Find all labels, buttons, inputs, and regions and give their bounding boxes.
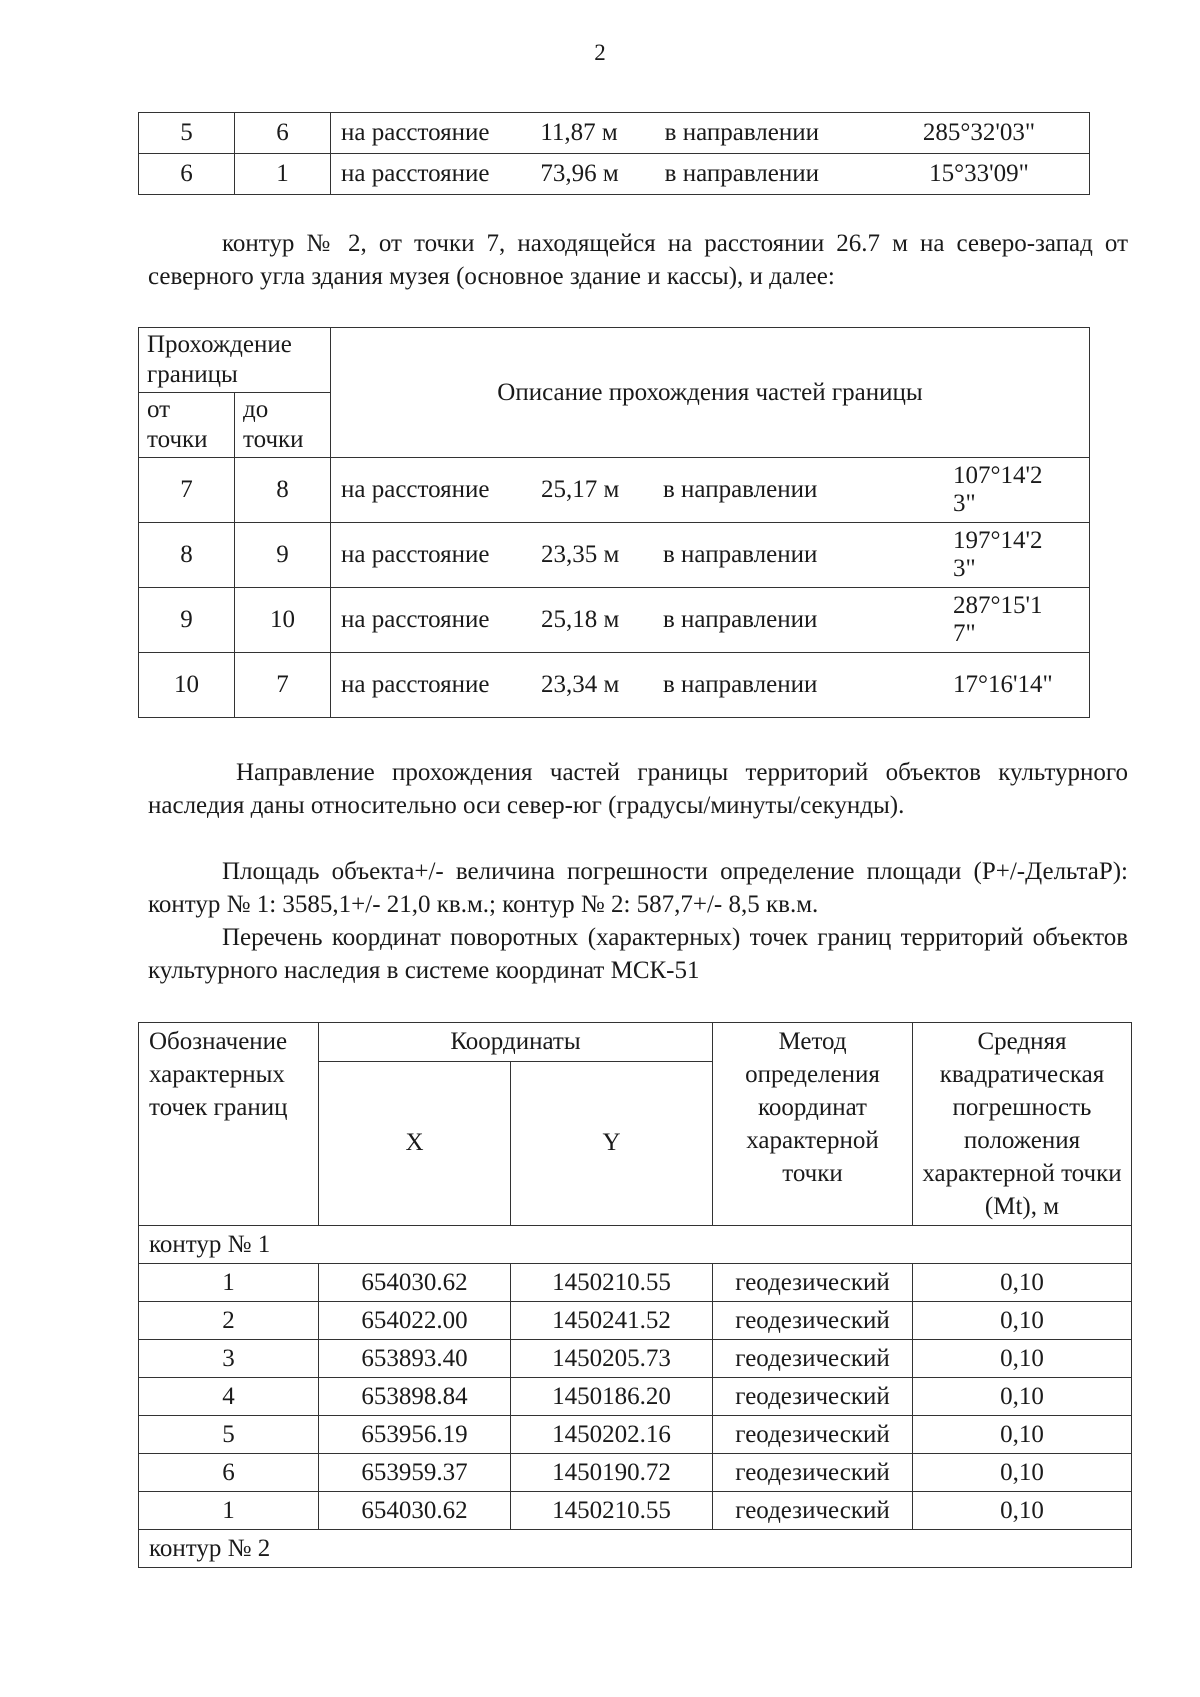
table-row [139, 588, 1090, 653]
segment-description [331, 588, 1090, 653]
point-id: 4 [139, 1378, 319, 1416]
direction-angle: 17°16'14" [953, 671, 1053, 698]
coord-y: 1450186.20 [511, 1378, 713, 1416]
coord-x: 653959.37 [319, 1454, 511, 1492]
coord-x: 654030.62 [319, 1492, 511, 1530]
coord-x: 653956.19 [319, 1416, 511, 1454]
header-error: Средняя квадратическая погрешность положения характерной точки (Mt), м [913, 1023, 1132, 1226]
coord-x: 654030.62 [319, 1264, 511, 1302]
distance-value: 23,34 м [541, 671, 620, 698]
table-row [139, 1492, 1132, 1530]
area-paragraph: Площадь объекта+/- величина погрешности определение площади (P+/-ДельтаР): контур № 1: 3585,1+/- 21,0 кв.м.; контур № 2: 587,7+/- 8,5 кв.м. [148, 858, 1128, 918]
from-point: 7 [139, 458, 235, 523]
coord-x: 653898.84 [319, 1378, 511, 1416]
boundary-table-contour1-end [138, 112, 1090, 195]
error: 0,10 [913, 1454, 1132, 1492]
distance-label: на расстояние [341, 119, 490, 146]
page-number: 2 [594, 40, 606, 65]
direction-angle: 285°32'03" [922, 119, 1036, 146]
distance-value: 23,35 м [541, 541, 620, 568]
direction-label: в направлении [664, 119, 820, 146]
to-point: 8 [235, 458, 331, 523]
distance-label: на расстояние [341, 671, 490, 698]
direction-label: в направлении [663, 541, 818, 568]
coord-y: 1450210.55 [511, 1264, 713, 1302]
header-point: Обозначение характерных точек границ [139, 1023, 319, 1226]
distance-label: на расстояние [341, 606, 490, 633]
coord-y: 1450241.52 [511, 1302, 713, 1340]
coord-y: 1450210.55 [511, 1492, 713, 1530]
method: геодезический [713, 1302, 913, 1340]
distance-label: на расстояние [341, 476, 490, 503]
to-point: 7 [235, 653, 331, 718]
header-coordinates: Координаты [319, 1023, 713, 1062]
header-from: от точки [139, 393, 235, 458]
contour1-label: контур № 1 [139, 1226, 1132, 1264]
header-x: X [319, 1061, 511, 1225]
header-to: до точки [235, 393, 331, 458]
method: геодезический [713, 1264, 913, 1302]
direction-angle: 197°14'23" [953, 527, 1043, 582]
from-point: 10 [139, 653, 235, 718]
from-point: 5 [139, 113, 235, 154]
header-method: Метод определения координат характерной точки [713, 1023, 913, 1226]
error: 0,10 [913, 1416, 1132, 1454]
table-row [139, 1378, 1132, 1416]
segment-description [331, 523, 1090, 588]
table-row [139, 653, 1090, 718]
header-passage: Прохождение границы [139, 328, 331, 393]
from-point: 9 [139, 588, 235, 653]
coord-y: 1450190.72 [511, 1454, 713, 1492]
direction-label: в направлении [663, 671, 818, 698]
to-point: 6 [235, 113, 331, 154]
segment-description [331, 113, 1090, 154]
direction-note-paragraph: Направление прохождения частей границы территорий объектов культурного наследия даны относительно оси север-юг (градусы/минуты/секунды). [148, 759, 1128, 819]
coord-x: 653893.40 [319, 1340, 511, 1378]
error: 0,10 [913, 1492, 1132, 1530]
table-row [139, 113, 1090, 154]
method: геодезический [713, 1454, 913, 1492]
error: 0,10 [913, 1264, 1132, 1302]
header-y: Y [511, 1061, 713, 1225]
point-id: 3 [139, 1340, 319, 1378]
direction-label: в направлении [664, 160, 820, 187]
method: геодезический [713, 1492, 913, 1530]
from-point: 6 [139, 154, 235, 195]
coordinates-list-paragraph: Перечень координат поворотных (характерных) точек границ территорий объектов культурного наследия в системе координат МСК-51 [148, 924, 1128, 984]
direction-label: в направлении [663, 476, 818, 503]
distance-label: на расстояние [341, 160, 490, 187]
direction-label: в направлении [663, 606, 818, 633]
direction-angle: 107°14'23" [953, 462, 1043, 517]
segment-description [331, 653, 1090, 718]
coord-y: 1450202.16 [511, 1416, 713, 1454]
point-id: 2 [139, 1302, 319, 1340]
to-point: 1 [235, 154, 331, 195]
method: геодезический [713, 1340, 913, 1378]
contour2-intro-paragraph: контур № 2, от точки 7, находящейся на расстоянии 26.7 м на северо-запад от северного угла здания музея (основное здание и кассы), и далее: [148, 230, 1128, 290]
method: геодезический [713, 1378, 913, 1416]
error: 0,10 [913, 1302, 1132, 1340]
method: геодезический [713, 1416, 913, 1454]
table-row [139, 1264, 1132, 1302]
distance-value: 11,87 м [540, 119, 618, 146]
distance-value: 73,96 м [540, 160, 619, 187]
to-point: 9 [235, 523, 331, 588]
point-id: 5 [139, 1416, 319, 1454]
error: 0,10 [913, 1340, 1132, 1378]
direction-angle: 15°33'09" [929, 160, 1029, 187]
point-id: 1 [139, 1264, 319, 1302]
point-id: 6 [139, 1454, 319, 1492]
error: 0,10 [913, 1378, 1132, 1416]
coord-x: 654022.00 [319, 1302, 511, 1340]
distance-label: на расстояние [341, 541, 490, 568]
table-row [139, 1302, 1132, 1340]
table-row [139, 1416, 1132, 1454]
table-row [139, 1454, 1132, 1492]
segment-description [331, 154, 1090, 195]
point-id: 1 [139, 1492, 319, 1530]
boundary-table-contour2 [138, 327, 1090, 718]
contour2-label: контур № 2 [139, 1530, 1132, 1568]
distance-value: 25,18 м [541, 606, 620, 633]
distance-value: 25,17 м [541, 476, 620, 503]
coord-y: 1450205.73 [511, 1340, 713, 1378]
table-row [139, 458, 1090, 523]
table-row [139, 154, 1090, 195]
from-point: 8 [139, 523, 235, 588]
table-row [139, 523, 1090, 588]
header-description: Описание прохождения частей границы [331, 328, 1090, 458]
direction-angle: 287°15'17" [953, 592, 1043, 647]
table-row [139, 1340, 1132, 1378]
coordinates-table [138, 1022, 1132, 1568]
to-point: 10 [235, 588, 331, 653]
segment-description [331, 458, 1090, 523]
